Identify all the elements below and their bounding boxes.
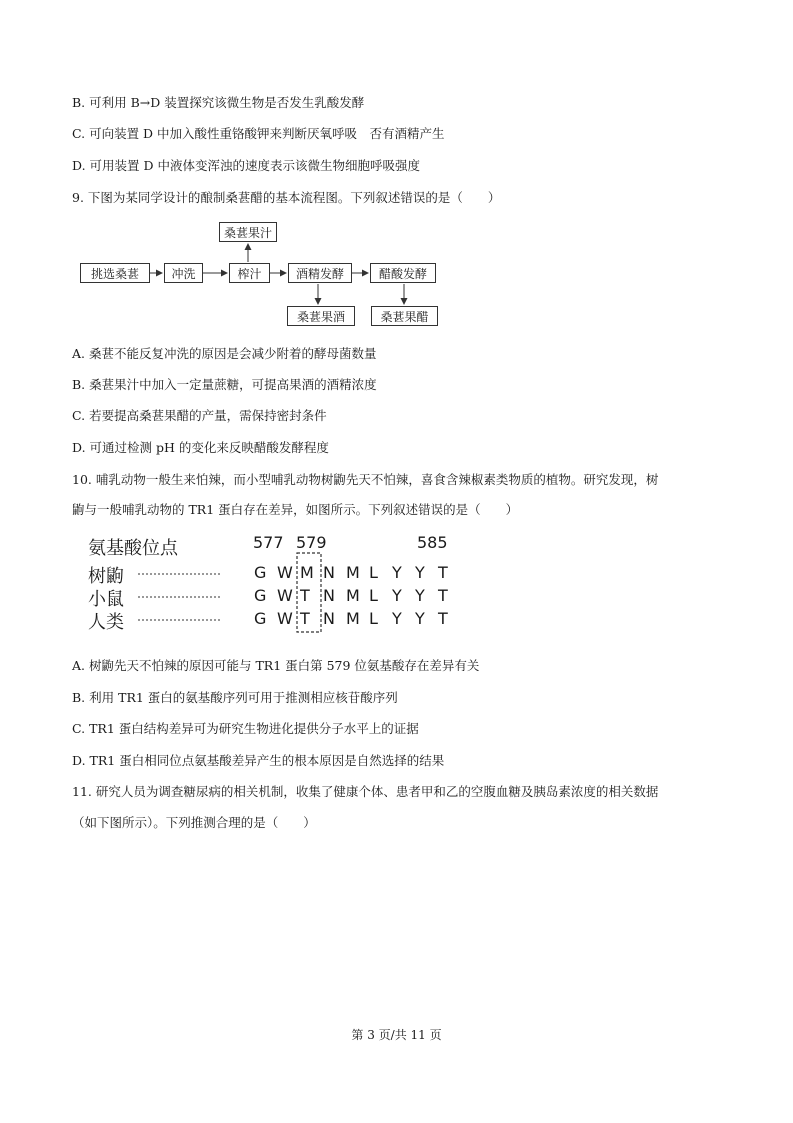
amino-acid-letter: M — [346, 563, 360, 582]
amino-acid-letter: L — [369, 586, 378, 605]
amino-acid-letter: W — [277, 609, 293, 628]
amino-acid-letter: N — [323, 563, 335, 582]
amino-acid-letter: G — [254, 609, 267, 628]
species-human: 人类 — [88, 612, 124, 633]
q10-stem-line2: 鼩与一般哺乳动物的 TR1 蛋白存在差异，如图所示。下列叙述错误的是（ ） — [72, 502, 519, 517]
q9-option-d: D. 可通过检测 pH 的变化来反映醋酸发酵程度 — [72, 440, 329, 455]
amino-acid-letter: N — [323, 586, 335, 605]
amino-acid-letter: Y — [392, 609, 402, 628]
amino-acid-letter: Y — [415, 609, 425, 628]
amino-acid-letter: M — [300, 563, 314, 582]
amino-acid-letter: T — [438, 563, 448, 582]
q10-option-b: B. 利用 TR1 蛋白的氨基酸序列可用于推测相应核苷酸序列 — [72, 690, 398, 705]
amino-acid-letter: G — [254, 563, 267, 582]
q9-option-c: C. 若要提高桑葚果醋的产量，需保持密封条件 — [72, 408, 327, 423]
flow-box-vinegar-ferment: 醋酸发酵 — [370, 263, 436, 283]
q9-stem: 9. 下图为某同学设计的酿制桑葚醋的基本流程图。下列叙述错误的是（ ） — [72, 190, 501, 205]
amino-acid-letter: T — [300, 609, 310, 628]
q10-stem-line1: 10. 哺乳动物一般生来怕辣，而小型哺乳动物树鼩先天不怕辣，喜食含辣椒素类物质的植物。研究发现，树 — [72, 472, 659, 487]
species-treeshrew: 树鼩 — [88, 566, 124, 587]
amino-acid-letter: L — [369, 609, 378, 628]
amino-acid-letter: L — [369, 563, 378, 582]
figure-header: 氨基酸位点 — [88, 538, 178, 559]
position-577: 577 — [253, 533, 284, 552]
q8-option-d: D. 可用装置 D 中液体变浑浊的速度表示该微生物细胞呼吸强度 — [72, 158, 420, 173]
q8-option-c: C. 可向装置 D 中加入酸性重铬酸钾来判断厌氧呼吸 否有酒精产生 — [72, 126, 445, 141]
amino-acid-letter: T — [300, 586, 310, 605]
amino-acid-letter: Y — [392, 563, 402, 582]
amino-acid-letter: Y — [415, 563, 425, 582]
q10-option-d: D. TR1 蛋白相同位点氨基酸差异产生的根本原因是自然选择的结果 — [72, 753, 445, 768]
species-mouse: 小鼠 — [88, 589, 124, 610]
q10-option-c: C. TR1 蛋白结构差异可为研究生物进化提供分子水平上的证据 — [72, 721, 419, 736]
position-579: 579 — [296, 533, 327, 552]
page-footer: 第 3 页/共 11 页 — [351, 1028, 442, 1042]
q11-stem-line2: （如下图所示）。下列推测合理的是（ ） — [72, 815, 316, 830]
amino-acid-letter: Y — [392, 586, 402, 605]
q11-stem-line1: 11. 研究人员为调查糖尿病的相关机制，收集了健康个体、患者甲和乙的空腹血糖及胰岛素浓度的相关数据 — [72, 784, 659, 799]
amino-acid-letter: N — [323, 609, 335, 628]
amino-acid-letter: M — [346, 586, 360, 605]
flow-box-juice: 桑葚果汁 — [219, 222, 277, 242]
amino-acid-letter: T — [438, 586, 448, 605]
flow-box-vinegar: 桑葚果醋 — [371, 306, 438, 326]
flow-box-select: 挑选桑葚 — [80, 263, 150, 283]
amino-acid-letter: W — [277, 563, 293, 582]
q10-option-a: A. 树鼩先天不怕辣的原因可能与 TR1 蛋白第 579 位氨基酸存在差异有关 — [72, 658, 480, 673]
q9-option-b: B. 桑葚果汁中加入一定量蔗糖，可提高果酒的酒精浓度 — [72, 377, 377, 392]
q9-option-a: A. 桑葚不能反复冲洗的原因是会减少附着的酵母菌数量 — [72, 346, 377, 361]
position-585: 585 — [417, 533, 448, 552]
amino-acid-letter: W — [277, 586, 293, 605]
flow-box-squeeze: 榨汁 — [229, 263, 270, 283]
flow-box-wash: 冲洗 — [164, 263, 203, 283]
amino-acid-letter: M — [346, 609, 360, 628]
amino-acid-letter: T — [438, 609, 448, 628]
q8-option-b: B. 可利用 B→D 装置探究该微生物是否发生乳酸发酵 — [72, 95, 365, 110]
flow-box-wine: 桑葚果酒 — [287, 306, 355, 326]
amino-acid-letter: G — [254, 586, 267, 605]
flow-box-alcohol-ferment: 酒精发酵 — [288, 263, 352, 283]
amino-acid-letter: Y — [415, 586, 425, 605]
